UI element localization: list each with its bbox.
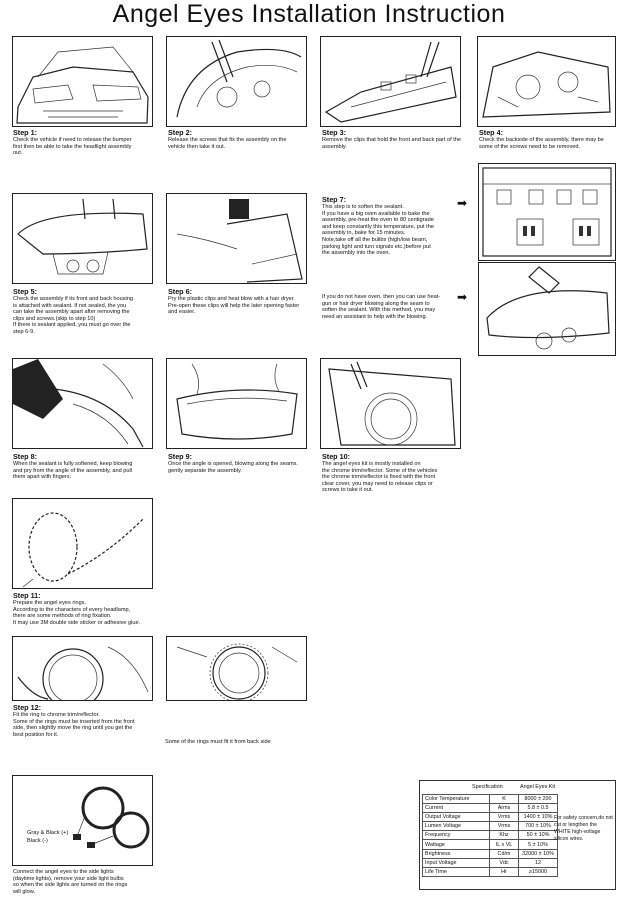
specification-table <box>419 780 616 890</box>
step-10-illustration <box>320 358 461 449</box>
page-title: Angel Eyes Installation Instruction <box>112 0 506 28</box>
spec-value: ≥15000 <box>519 867 558 876</box>
step-9-illustration <box>166 358 307 449</box>
step-13-caption: Connect the angel eyes to the side lights (daytime lights), remove your side light bulbs so when the side lights are turned on the rings will glow. <box>13 869 128 895</box>
step-1-caption: Step 1: Check the vehicle if need to release the bumper first then be able to take the headlight assembly out. <box>13 128 132 157</box>
step-7-oven-illustration <box>478 163 616 261</box>
spec-row <box>423 831 558 840</box>
spec-name: Input Voltage <box>423 858 490 867</box>
step-2-illustration <box>166 36 307 127</box>
wire-label-negative: Black (-) <box>27 838 48 844</box>
spec-name: Lumen Voltage <box>423 822 490 831</box>
spec-name: Wattage <box>423 840 490 849</box>
step-5-caption: Step 5: Check the assembly if its front and back housing is attached with sealant. If not sealed, the you can take the assembly apart after removing the clips and screws.(skip to step 10) If there is sealant applied, you must go over the step 6-9. <box>13 287 134 335</box>
spec-row <box>423 858 558 867</box>
step-8-caption: Step 8: When the sealant is fully softened, keep blowing and pry from the angle of the assembly, and pull them apart with fingers. <box>13 452 133 481</box>
step-6-caption: Step 6: Pry the plastic clips and heat blow with a hair dryer. Pre-open these clips will help the later opening faster and easier. <box>168 287 300 316</box>
spec-unit: Cd/m <box>490 849 519 858</box>
spec-value: 5.8 ± 0.5 <box>519 804 558 813</box>
step-6-illustration <box>166 193 307 284</box>
spec-value: 700 ± 10% <box>519 822 558 831</box>
spec-row <box>423 849 558 858</box>
spec-name: Output Voltage <box>423 813 490 822</box>
step-1-illustration <box>12 36 153 127</box>
spec-unit: Hr <box>490 867 519 876</box>
spec-unit: Vdc <box>490 858 519 867</box>
spec-row <box>423 867 558 876</box>
step-8-illustration <box>12 358 153 449</box>
spec-unit: Vrms <box>490 822 519 831</box>
step-7-heatgun-illustration <box>478 262 616 356</box>
step-10-caption: Step 10: The angel eyes kit is mostly installed on the chrome trim/reflector. Some of the vehicles the chrome trim/reflector is fixed with the front clear cover, you may need to release clips or screws to take it out. <box>322 452 438 494</box>
arrow-icon: ➡ <box>457 290 468 304</box>
spec-unit: Vrms <box>490 813 519 822</box>
step-7-alt-caption: If you do not have oven, then you can use heat- gun or hair dryer blowing along the seam to soften the sealant. With this method, you may need an assistant to help with the blowing. <box>322 294 441 320</box>
step-4-illustration <box>477 36 616 127</box>
spec-value: 12 <box>519 858 558 867</box>
spec-row <box>423 822 558 831</box>
wire-label-positive: Gray & Black (+) <box>27 830 69 836</box>
step-3-caption: Step 3: Remove the clips that hold the front and back part of the assembly. <box>322 128 461 150</box>
arrow-icon: ➡ <box>457 196 468 210</box>
step-9-caption: Step 9: Once the angle is opened, blowing along the seams. gently separate the assembly. <box>168 452 298 474</box>
step-12-back-caption: Some of the rings must fit it from back side <box>165 739 271 745</box>
spec-value: 1400 ± 10% <box>519 813 558 822</box>
spec-name: Color Temperature <box>423 795 490 804</box>
spec-unit: Khz <box>490 831 519 840</box>
spec-header-spec: Specification <box>472 784 503 790</box>
spec-value: 5 ± 10% <box>519 840 558 849</box>
step-5-illustration <box>12 193 153 284</box>
spec-value: 8000 ± 200 <box>519 795 558 804</box>
spec-name: Frequency <box>423 831 490 840</box>
step-13-illustration <box>12 775 153 866</box>
spec-row <box>423 840 558 849</box>
step-3-illustration <box>320 36 461 127</box>
spec-row <box>423 813 558 822</box>
safety-note: For safety concern,do not cut or lengthen the WHITE high-voltage silicon wires. <box>554 815 613 842</box>
spec-unit: K <box>490 795 519 804</box>
spec-row <box>423 804 558 813</box>
spec-name: Brightness <box>423 849 490 858</box>
step-2-caption: Step 2: Release the screws that fix the assembly on the vehicle then take it out. <box>168 128 287 150</box>
step-12-illustration <box>12 636 153 701</box>
spec-unit: IL x VL <box>490 840 519 849</box>
spec-unit: Arms <box>490 804 519 813</box>
step-12-caption: Step 12: Fit the ring to chrome trim/reflector. Some of the rings must be inserted from the front side, then slightly move the ring until you get the best position for it. <box>13 703 135 738</box>
step-11-illustration <box>12 498 153 589</box>
spec-row <box>423 795 558 804</box>
step-12-back-illustration <box>166 636 307 701</box>
spec-value: 50 ± 10% <box>519 831 558 840</box>
step-7-caption: Step 7: This step is to soften the sealant. If you have a big oven available to bake the assembly, pre-heat the oven to 80 centigrade and keep constantly this temperature, put the assembly in, bake for 15 minutes. Note,take off all the bulibs (high/low beam, parking light and turn signals etc.)before put the assembly into the oven. <box>322 195 434 257</box>
spec-name: Life Time <box>423 867 490 876</box>
step-11-caption: Step 11: Prepare the angel eyes rings. According to the characters of every headlamp, there are some methods of ring fixation. It may use 3M double side sticker or adhesive glue. <box>13 591 141 626</box>
spec-header-kit: Angel Eyes Kit <box>520 784 556 790</box>
spec-value: 32000 ± 10% <box>519 849 558 858</box>
step-4-caption: Step 4: Check the backside of the assembly, there may be some of the screws need to be removed. <box>479 128 604 150</box>
spec-name: Current <box>423 804 490 813</box>
